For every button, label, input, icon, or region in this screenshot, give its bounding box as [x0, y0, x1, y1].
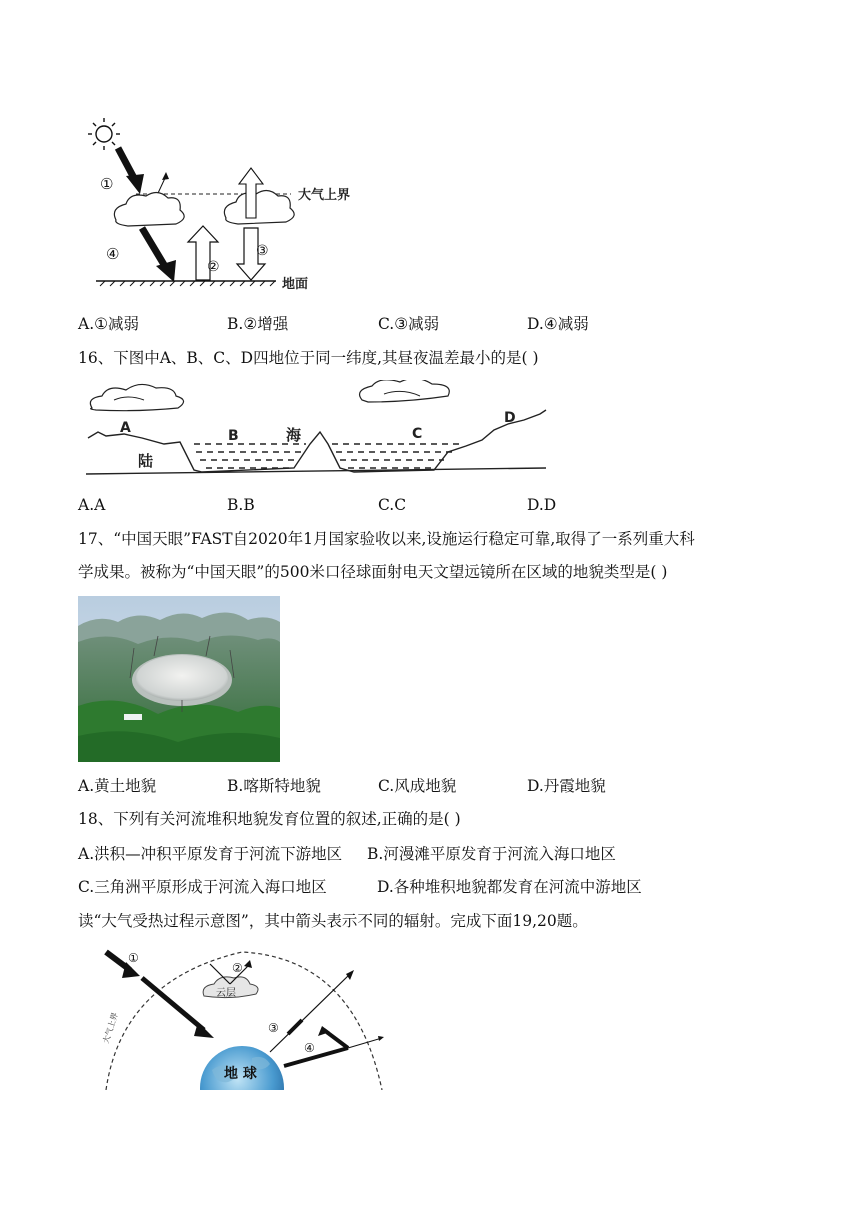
q16-stem: 16、下图中A、B、C、D四地位于同一纬度,其昼夜温差最小的是( ): [78, 349, 539, 367]
arrow-label-3: ③: [256, 243, 269, 259]
q16-option-b[interactable]: B.B: [227, 496, 255, 514]
sun-icon: [88, 118, 120, 150]
radiation-diagram-figure: [86, 116, 376, 296]
cloud-left: [114, 192, 184, 226]
q18-stem: 18、下列有关河流堆积地貌发育位置的叙述,正确的是( ): [78, 810, 461, 828]
atmosphere-top-label: 大气上界: [298, 188, 351, 203]
q16-option-a[interactable]: A.A: [78, 496, 106, 514]
q16-option-d[interactable]: D.D: [527, 496, 557, 514]
surface-radiation-arrow-4: [142, 228, 166, 268]
cloud-right: [224, 190, 294, 224]
fast-telescope-photo: [78, 596, 280, 762]
q18-option-d[interactable]: D.各种堆积地貌都发育在河流中游地区: [377, 878, 642, 896]
arrow-label-1: ①: [100, 175, 114, 193]
atmosphere-boundary-label: 大气上界: [101, 1011, 120, 1045]
q16-option-c[interactable]: C.C: [378, 496, 407, 514]
terrain-profile: [88, 410, 546, 472]
label-b: B: [228, 428, 239, 444]
q17-option-b[interactable]: B.喀斯特地貌: [227, 777, 321, 795]
q18-option-a[interactable]: A.洪积—冲积平原发育于河流下游地区: [78, 845, 343, 863]
fig2-label-3: ③: [268, 1021, 279, 1035]
arrow-label-4: ④: [106, 245, 120, 263]
q15-option-b[interactable]: B.②增强: [227, 315, 289, 333]
atmospheric-heating-diagram: [92, 940, 392, 1090]
earth-label: 地 球: [224, 1066, 257, 1082]
q15-option-d[interactable]: D.④减弱: [527, 315, 589, 333]
sea-land-profile-figure: [84, 380, 554, 480]
fig2-label-2: ②: [232, 961, 243, 975]
label-land: 陆: [138, 452, 154, 470]
fig2-label-4: ④: [304, 1041, 315, 1055]
q17-option-d[interactable]: D.丹霞地貌: [527, 777, 606, 795]
q18-option-b[interactable]: B.河漫滩平原发育于河流入海口地区: [367, 845, 616, 863]
q17-stem-line1: 17、“中国天眼”FAST自2020年1月国家验收以来,设施运行稳定可靠,取得了一系列重大科: [78, 530, 695, 548]
incoming-radiation-arrow-1: [118, 148, 134, 178]
cloud-c: [360, 380, 450, 402]
q15-option-a[interactable]: A.①减弱: [78, 315, 140, 333]
fig2-label-1: ①: [128, 951, 139, 965]
ground-label: 地面: [282, 277, 309, 292]
q18-option-c[interactable]: C.三角洲平原形成于河流入海口地区: [78, 878, 327, 896]
q15-option-c[interactable]: C.③减弱: [378, 315, 440, 333]
cloud-layer-label: 云层: [216, 988, 236, 999]
q17-option-a[interactable]: A.黄土地貌: [78, 777, 157, 795]
q17-option-c[interactable]: C.风成地貌: [378, 777, 457, 795]
q17-stem-line2: 学成果。被称为“中国天眼”的500米口径球面射电天文望远镜所在区域的地貌类型是( ): [78, 563, 668, 581]
arrow-label-2: ②: [207, 259, 220, 275]
q19-20-intro: 读“大气受热过程示意图”，其中箭头表示不同的辐射。完成下面19,20题。: [78, 912, 588, 930]
label-c: C: [412, 426, 423, 442]
label-sea: 海: [286, 426, 302, 444]
label-a: A: [120, 420, 131, 436]
label-d: D: [504, 410, 516, 426]
